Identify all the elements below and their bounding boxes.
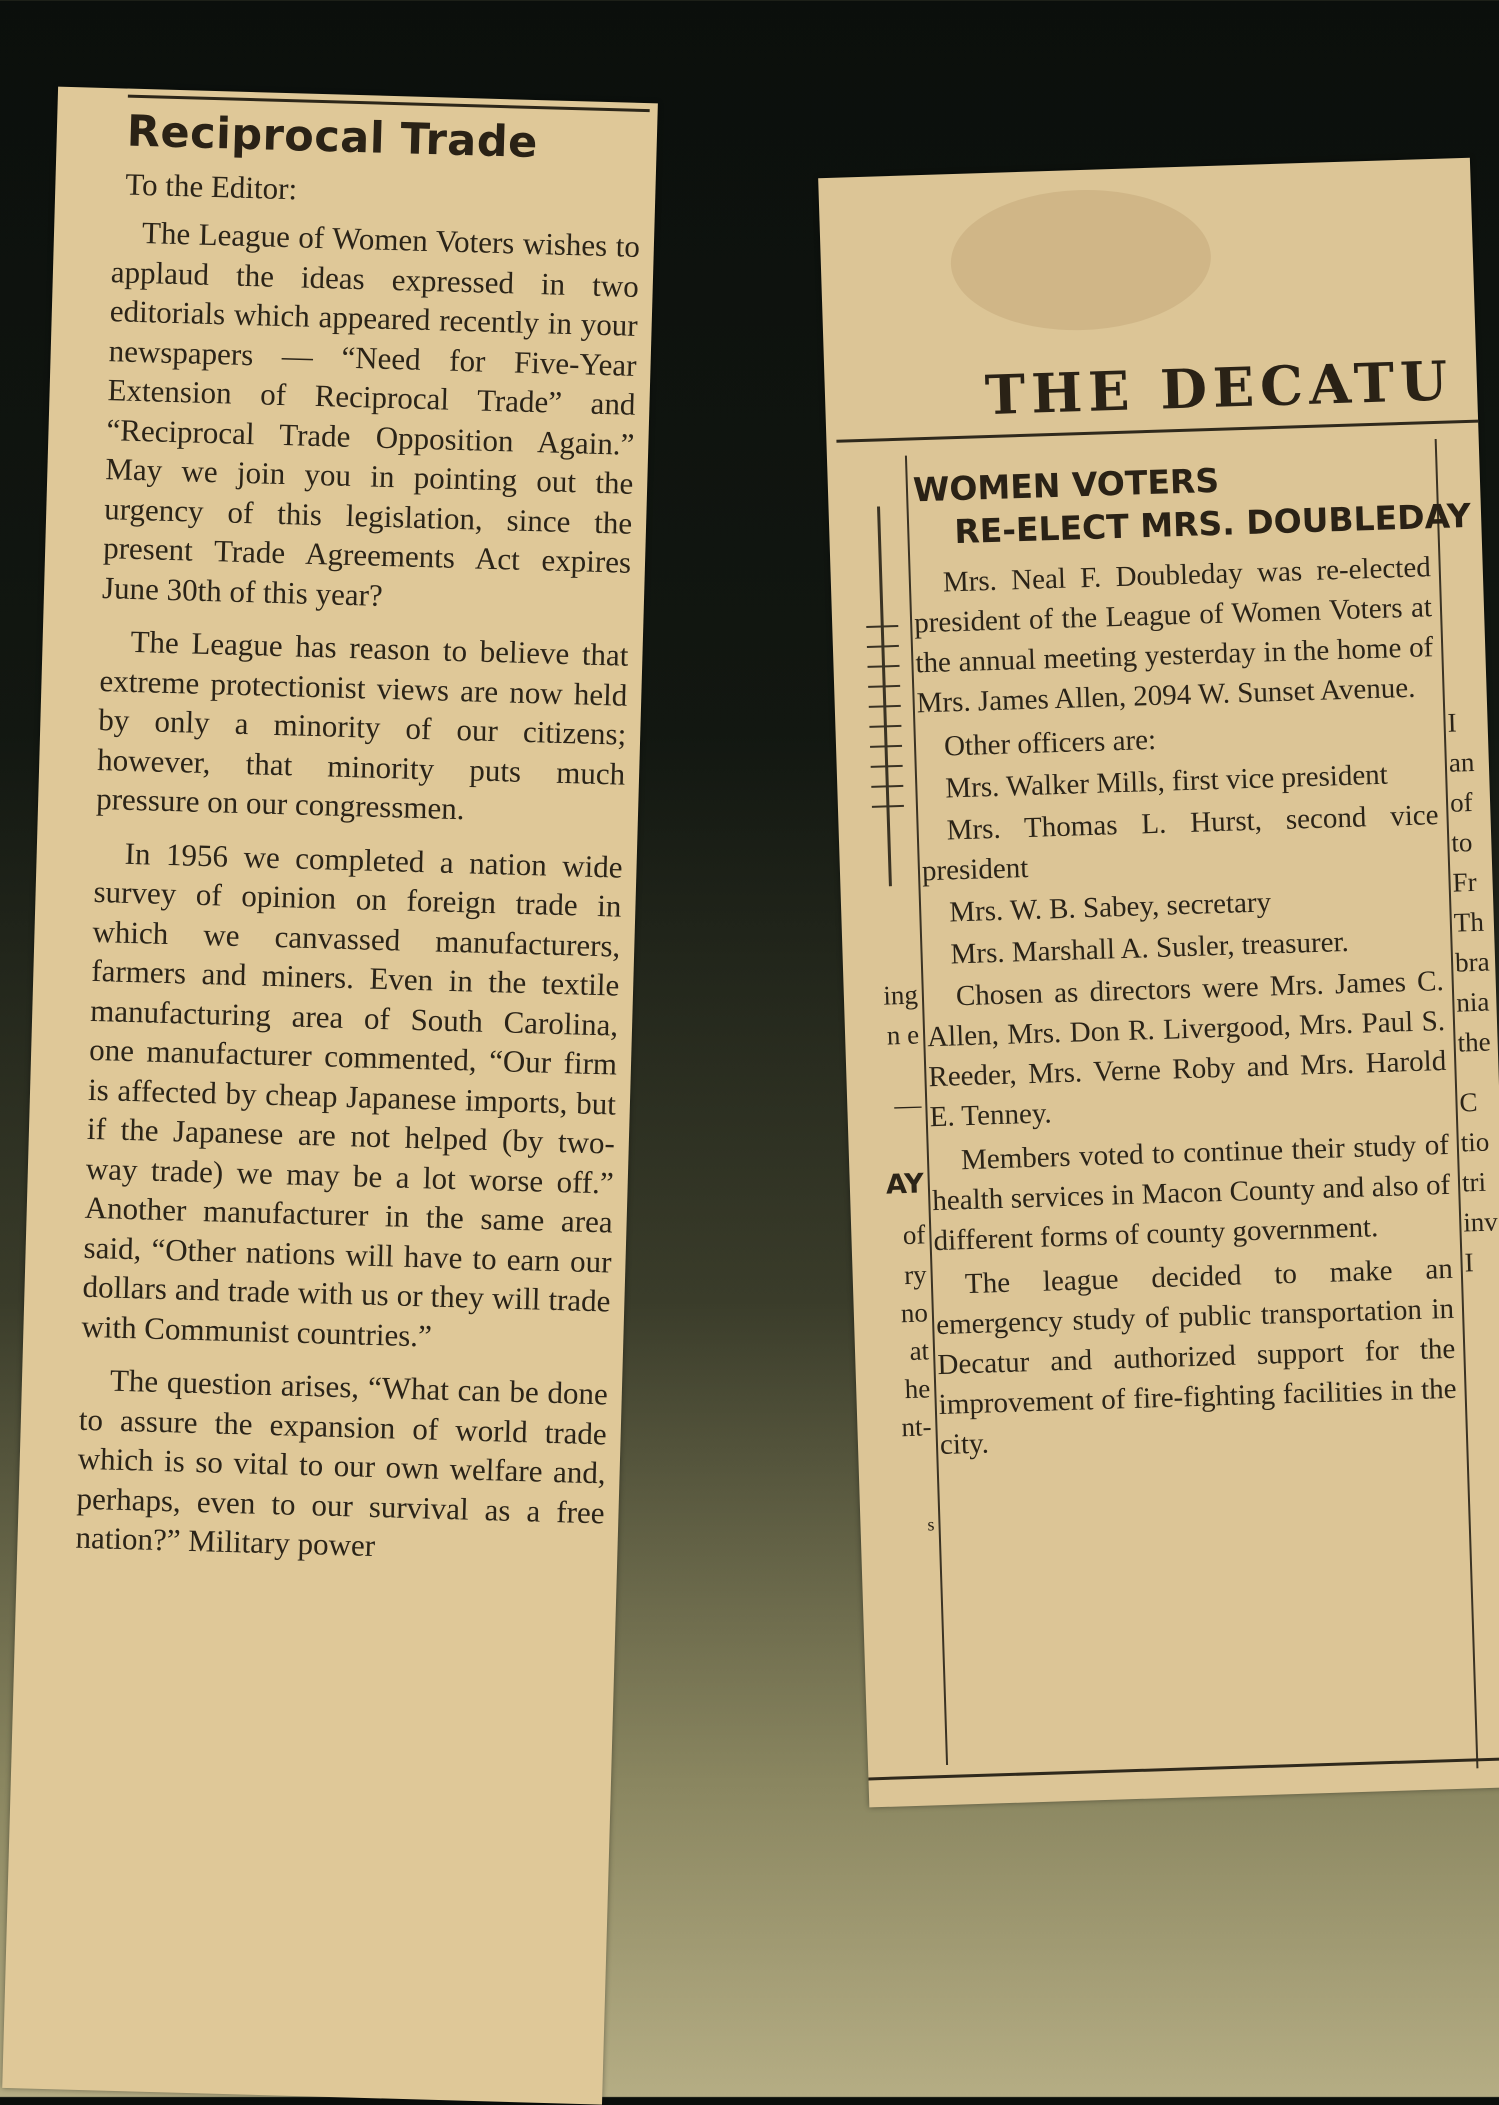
column-fragment-right: inv — [1462, 1206, 1499, 1238]
column-fragment-right: of — [1449, 786, 1474, 818]
column-fragment-left: at — [909, 1335, 930, 1366]
column-fragment-left: no — [900, 1297, 929, 1329]
article-paragraph: Chosen as directors were Mrs. James C. Allen, Mrs. Don R. Livergood, Mrs. Paul S. Reeder, Mrs. Verne Roby and Mrs. Harold E. Tenney. — [926, 964, 1447, 1134]
article-lead: Mrs. Neal F. Doubleday was re-elected president of the League of Women Voters at the annual meeting yesterday in the home of Mrs. James Allen, 2094 W. Sunset Avenue. — [913, 551, 1434, 720]
column-fragment-left: AY — [885, 1168, 925, 1201]
paper-stain — [949, 186, 1213, 334]
column-fragment-left: — — [893, 1089, 922, 1121]
column-fragment-right: Th — [1453, 906, 1485, 938]
column-fragment-right: Fr — [1452, 866, 1478, 898]
letter-paragraph: The League has reason to believe that extreme protectionist views are now held by only a minority of our citizens; however, that minority puts much pressure on our congressmen. — [95, 623, 629, 827]
column-fragment-right: tri — [1461, 1166, 1487, 1198]
article-headline-line1: WOMEN VOTERS — [912, 460, 1220, 510]
column-fragment-left: ry — [903, 1259, 928, 1291]
column-fragment-right: I — [1464, 1247, 1475, 1278]
officer-item: Mrs. Walker Mills, first vice president — [944, 758, 1389, 805]
column-fragment-right: bra — [1454, 946, 1491, 978]
masthead-rule — [836, 420, 1478, 443]
officer-item: Mrs. Thomas L. Hurst, second vice president — [921, 799, 1439, 888]
column-ornament-icon — [859, 506, 911, 887]
letter-paragraph: In 1956 we completed a nation wide survey of opinion on foreign trade in which we canvassed manufacturers, farmers and miners. Even in the textile manufacturing area of South Carolina, one manufacturer commented, “Our firm is affected by cheap Japanese imports, but if the Japanese are not helped (by two-way trade) we may be a lot worse off.” Another manufacturer in the same area said, “Other nations will have to earn our dollars and trade with us or they will trade with Communist countries.” — [81, 835, 624, 1354]
column-fragment-right: tio — [1460, 1126, 1490, 1158]
article-paragraph: Members voted to continue their study of health services in Macon County and also of different forms of county government. — [931, 1128, 1451, 1258]
column-fragment-right: an — [1448, 746, 1475, 778]
officer-item: Mrs. Marshall A. Susler, treasurer. — [950, 925, 1350, 971]
column-fragment-right: nia — [1455, 986, 1490, 1018]
column-fragment-left: n e — [886, 1019, 920, 1051]
letter-salutation: To the Editor: — [124, 166, 298, 207]
column-fragment-left: nt- — [900, 1411, 932, 1443]
article-body — [912, 547, 1458, 1469]
column-fragment-left: s — [927, 1514, 935, 1535]
bottom-rule — [868, 1757, 1499, 1780]
officer-item: Mrs. W. B. Sabey, secretary — [948, 886, 1272, 929]
article-headline-line2: RE-ELECT MRS. DOUBLEDAY — [953, 495, 1472, 552]
column-fragment-right: to — [1450, 827, 1473, 858]
letter-headline: Reciprocal Trade — [126, 106, 539, 169]
letter-body — [75, 212, 641, 1586]
column-fragment-right: the — [1457, 1026, 1492, 1058]
column-fragment-left: ing — [882, 979, 919, 1011]
letter-paragraph: The League of Women Voters wishes to applaud the ideas expressed in two editorials which appeared recently in your newspapers — “Need for Five-Year Extension of Reciprocal Trade” and “Reciprocal Trade Opposition Again.” May we join you in pointing out the urgency of this legislation, since the present Trade Agreements Act expires June 30th of this year? — [101, 215, 641, 613]
newspaper-masthead: THE DECATU — [984, 348, 1455, 428]
article-paragraph: The league decided to make an emergency study of public transportation in Decatur and authorized support for the improvement of fire-fighting facilities in the city. — [935, 1252, 1458, 1462]
column-fragment-right: I — [1447, 707, 1458, 738]
column-fragment-right: C — [1459, 1086, 1478, 1118]
letter-paragraph: The question arises, “What can be done to assure the expansion of world trade which is so vital to our own welfare and, perhaps, even to our survival as a free nation?” Military power — [75, 1362, 609, 1564]
officers-intro: Other officers are: — [943, 723, 1157, 763]
column-fragment-left: he — [904, 1373, 931, 1405]
column-fragment-left: of — [902, 1219, 926, 1251]
letter-clipping — [2, 87, 658, 2105]
news-clipping — [818, 158, 1499, 1808]
